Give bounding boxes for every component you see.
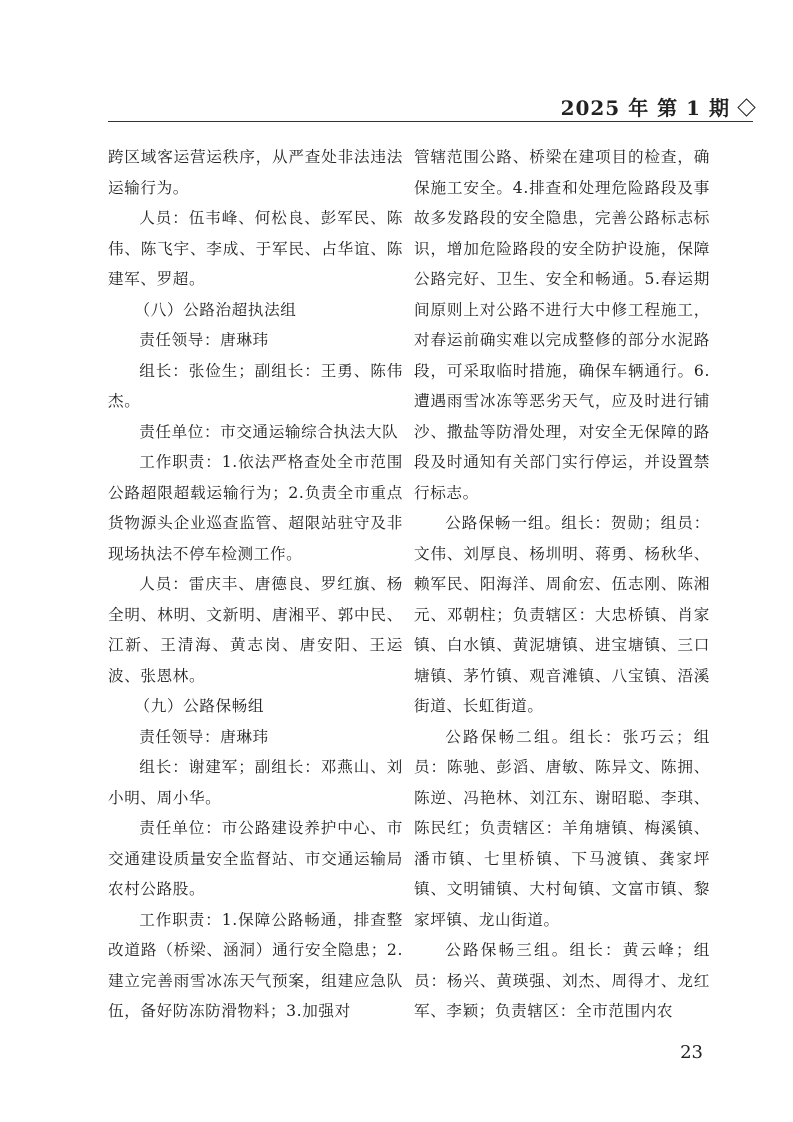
right-column: [414, 142, 710, 1027]
section-heading: （九）公路保畅组: [134, 697, 265, 715]
paragraph: 工作职责：1.保障公路畅通，排查整改道路（桥梁、涵洞）通行安全隐患；2.建立完善雨雪冰冻天气预案，组建应急队伍，备好防冻防滑物料；3.加强对: [108, 910, 403, 1020]
paragraph: 公路保畅二组。组长：张巧云；组员：陈驰、彭滔、唐敏、陈异文、陈拥、陈逆、冯艳林、刘江东、谢昭聪、李琪、陈民红；负责辖区：羊角塘镇、梅溪镇、潘市镇、七里桥镇、下马渡镇、龚家坪镇、文明铺镇、大村甸镇、文富市镇、黎家坪镇、龙山街道。: [414, 727, 710, 929]
paragraph: 管辖范围公路、桥梁在建项目的检查，确保施工安全。4.排查和处理危险路段及事故多发路段的安全隐患，完善公路标志标识，增加危险路段的安全防护设施，保障公路完好、卫生、安全和畅通。5.春运期间原则上对公路不进行大中修工程施工，对春运前确实难以完成整修的部分水泥路段，可采取临时措施，确保车辆通行。6.遭遇雨雪冰冻等恶劣天气，应及时进行铺沙、撒盐等防滑处理，对安全无保障的路段及时通知有关部门实行停运，并设置禁行标志。: [414, 148, 710, 502]
paragraph: 公路保畅一组。组长：贺勋；组员：文伟、刘厚良、杨圳明、蒋勇、杨秋华、赖军民、阳海洋、周俞宏、伍志刚、陈湘元、邓朝柱；负责辖区：大忠桥镇、肖家镇、白水镇、黄泥塘镇、进宝塘镇、三口塘镇、茅竹镇、观音滩镇、八宝镇、浯溪街道、长虹街道。: [414, 514, 710, 715]
issue-label: 2025 年 第 1 期: [560, 96, 730, 120]
section-heading: （八）公路治超执法组: [134, 300, 297, 319]
paragraph: 责任领导：唐琳玮: [139, 727, 269, 746]
paragraph: 公路保畅三组。组长：黄云峰；组员：杨兴、黄瑛强、刘杰、周得才、龙红军、李颖；负责辖区：全市范围内农: [414, 941, 710, 1020]
diamond-icon: [737, 98, 755, 116]
paragraph: 工作职责：1.依法严格查处全市范围公路超限超载运输行为；2.负责全市重点货物源头企业巡查监管、超限站驻守及非现场执法不停车检测工作。: [108, 453, 403, 563]
paragraph: 责任领导：唐琳玮: [139, 331, 269, 349]
paragraph: 人员：伍韦峰、何松良、彭军民、陈伟、陈飞宇、李成、于军民、占华谊、陈建军、罗超。: [108, 209, 403, 288]
paragraph: 人员：雷庆丰、唐德良、罗红旗、杨全明、林明、文新明、唐湘平、郭中民、江新、王清海、黄志岗、唐安阳、王运波、张恩林。: [108, 575, 403, 685]
left-column: [108, 142, 403, 1027]
paragraph: 责任单位：市公路建设养护中心、市交通建设质量安全监督站、市交通运输局农村公路股。: [108, 819, 403, 898]
paragraph: 组长：张俭生；副组长：王勇、陈伟杰。: [108, 361, 403, 410]
paragraph: 责任单位：市交通运输综合执法大队: [139, 422, 399, 441]
paragraph: 组长：谢建军；副组长：邓燕山、刘小明、周小华。: [108, 758, 403, 807]
paragraph: 跨区域客运营运秩序，从严查处非法违法运输行为。: [108, 148, 403, 197]
header-rule: [108, 121, 753, 122]
page-number: 23: [680, 1042, 703, 1063]
issue-header: [561, 92, 753, 121]
